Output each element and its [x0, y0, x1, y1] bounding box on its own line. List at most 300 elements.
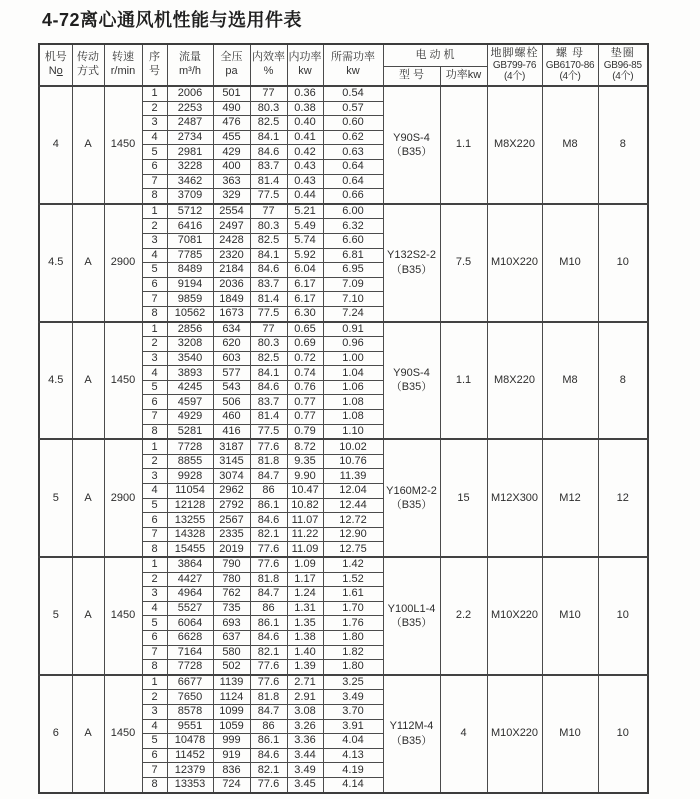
cell-motor-power: 1.1	[440, 322, 487, 440]
header-line: GB799-76	[492, 59, 537, 71]
cell-inner-power: 5.74	[287, 233, 323, 248]
cell-pressure: 724	[213, 777, 250, 792]
cell-pressure: 416	[213, 424, 250, 439]
cell-required-power: 0.64	[323, 159, 383, 174]
cell-nut: M10	[542, 675, 598, 793]
cell-nut: M10	[542, 557, 598, 675]
cell-pressure: 3145	[213, 454, 250, 469]
cell-efficiency: 86	[250, 601, 287, 616]
cell-speed: 2900	[104, 439, 142, 557]
cell-inner-power: 9.90	[287, 469, 323, 484]
cell-flow: 5527	[167, 601, 213, 616]
cell-inner-power: 0.38	[287, 101, 323, 116]
cell-seq: 5	[142, 498, 167, 513]
cell-seq: 8	[142, 660, 167, 675]
cell-pressure: 580	[213, 645, 250, 660]
cell-efficiency: 77.6	[250, 542, 287, 557]
motor-model-text: Y90S-4	[393, 131, 430, 144]
col-header-motor-model: 型 号	[383, 66, 440, 86]
motor-frame-text: （B35）	[390, 616, 433, 629]
motor-model-text: Y132S2-2	[387, 249, 436, 262]
cell-efficiency: 81.8	[250, 690, 287, 705]
cell-flow: 7728	[167, 660, 213, 675]
cell-inner-power: 0.74	[287, 366, 323, 381]
cell-efficiency: 84.6	[250, 263, 287, 278]
cell-flow: 13255	[167, 513, 213, 528]
cell-flow: 6628	[167, 630, 213, 645]
cell-flow: 3540	[167, 351, 213, 366]
cell-seq: 8	[142, 777, 167, 792]
table-row	[39, 557, 648, 572]
cell-washer: 12	[598, 439, 648, 557]
cell-motor-model	[383, 557, 440, 675]
cell-required-power: 3.91	[323, 719, 383, 734]
cell-flow: 3709	[167, 189, 213, 204]
header-line: (4个)	[559, 71, 581, 83]
col-header-drive-mode	[72, 44, 104, 86]
cell-seq: 7	[142, 292, 167, 307]
cell-seq: 4	[142, 366, 167, 381]
cell-seq: 6	[142, 277, 167, 292]
col-header-pressure	[213, 44, 250, 86]
cell-inner-power: 5.92	[287, 248, 323, 263]
cell-inner-power: 3.08	[287, 704, 323, 719]
cell-flow: 8855	[167, 454, 213, 469]
cell-efficiency: 84.7	[250, 587, 287, 602]
cell-efficiency: 84.6	[250, 748, 287, 763]
cell-pressure: 429	[213, 145, 250, 160]
fan-group	[39, 439, 648, 557]
header-line: 全压	[220, 51, 243, 64]
header-line	[40, 65, 72, 79]
cell-nut: M8	[542, 322, 598, 440]
cell-pressure: 1099	[213, 704, 250, 719]
cell-inner-power: 1.17	[287, 572, 323, 587]
cell-efficiency: 84.1	[250, 366, 287, 381]
cell-flow: 5712	[167, 204, 213, 219]
cell-required-power: 1.04	[323, 366, 383, 381]
cell-pressure: 3187	[213, 439, 250, 454]
cell-seq: 8	[142, 306, 167, 321]
cell-flow: 14328	[167, 527, 213, 542]
cell-efficiency: 86.1	[250, 498, 287, 513]
cell-flow: 2734	[167, 130, 213, 145]
cell-motor-power: 4	[440, 675, 487, 793]
col-header-flow	[167, 44, 213, 86]
cell-required-power: 12.04	[323, 484, 383, 499]
cell-inner-power: 11.07	[287, 513, 323, 528]
cell-inner-power: 1.31	[287, 601, 323, 616]
cell-seq: 2	[142, 101, 167, 116]
table-row	[39, 675, 648, 690]
cell-seq: 7	[142, 410, 167, 425]
col-header-nut	[542, 44, 598, 86]
cell-seq: 4	[142, 130, 167, 145]
cell-required-power: 0.54	[323, 86, 383, 101]
cell-flow: 9194	[167, 277, 213, 292]
cell-efficiency: 83.7	[250, 395, 287, 410]
cell-required-power: 3.70	[323, 704, 383, 719]
cell-seq: 7	[142, 174, 167, 189]
cell-pressure: 460	[213, 410, 250, 425]
cell-inner-power: 0.42	[287, 145, 323, 160]
cell-required-power: 6.00	[323, 204, 383, 219]
motor-model-text: Y112M-4	[389, 720, 434, 733]
cell-required-power: 0.62	[323, 130, 383, 145]
cell-anchor-bolt: M10X220	[487, 557, 542, 675]
cell-anchor-bolt: M10X220	[487, 675, 542, 793]
cell-anchor-bolt: M8X220	[487, 86, 542, 204]
cell-seq: 1	[142, 675, 167, 690]
header-line: 所需功率	[331, 51, 375, 64]
cell-anchor-bolt: M10X220	[487, 204, 542, 322]
cell-fan-no: 4	[39, 86, 72, 204]
cell-flow: 4964	[167, 587, 213, 602]
cell-efficiency: 77.6	[250, 439, 287, 454]
cell-fan-no: 5	[39, 557, 72, 675]
cell-efficiency: 80.3	[250, 337, 287, 352]
header-line: (4个)	[612, 71, 634, 83]
col-header-seq	[142, 44, 167, 86]
table-row	[39, 86, 648, 101]
cell-pressure: 577	[213, 366, 250, 381]
cell-pressure: 1673	[213, 306, 250, 321]
cell-flow: 6677	[167, 675, 213, 690]
cell-required-power: 4.13	[323, 748, 383, 763]
cell-pressure: 637	[213, 630, 250, 645]
cell-efficiency: 77.6	[250, 675, 287, 690]
cell-efficiency: 84.6	[250, 380, 287, 395]
cell-seq: 8	[142, 424, 167, 439]
cell-seq: 6	[142, 159, 167, 174]
cell-efficiency: 81.8	[250, 454, 287, 469]
cell-seq: 1	[142, 322, 167, 337]
cell-efficiency: 77.5	[250, 189, 287, 204]
motor-frame-text: （B35）	[390, 381, 433, 394]
cell-nut: M8	[542, 86, 598, 204]
cell-pressure: 2184	[213, 263, 250, 278]
cell-pressure: 780	[213, 572, 250, 587]
cell-motor-model	[383, 439, 440, 557]
cell-required-power: 0.60	[323, 116, 383, 131]
cell-efficiency: 86	[250, 484, 287, 499]
cell-seq: 5	[142, 734, 167, 749]
col-header-anchor-bolt	[487, 44, 542, 86]
header-line: 号	[149, 65, 160, 77]
cell-seq: 7	[142, 763, 167, 778]
cell-required-power: 12.72	[323, 513, 383, 528]
cell-seq: 1	[142, 86, 167, 101]
header-line: GB96-85	[603, 59, 642, 71]
cell-required-power: 7.09	[323, 277, 383, 292]
cell-seq: 4	[142, 719, 167, 734]
cell-inner-power: 3.44	[287, 748, 323, 763]
col-header-washer	[598, 44, 648, 86]
cell-required-power: 0.91	[323, 322, 383, 337]
fan-group	[39, 322, 648, 440]
cell-efficiency: 77	[250, 204, 287, 219]
cell-efficiency: 84.1	[250, 130, 287, 145]
cell-efficiency: 82.5	[250, 116, 287, 131]
cell-flow: 12128	[167, 498, 213, 513]
cell-drive-mode: A	[72, 557, 104, 675]
cell-flow: 4929	[167, 410, 213, 425]
cell-flow: 3864	[167, 557, 213, 572]
header-line: 序	[149, 51, 160, 64]
cell-pressure: 2428	[213, 233, 250, 248]
cell-pressure: 2019	[213, 542, 250, 557]
cell-pressure: 455	[213, 130, 250, 145]
cell-flow: 8489	[167, 263, 213, 278]
col-header-motor: 电 动 机	[383, 44, 487, 66]
cell-inner-power: 1.40	[287, 645, 323, 660]
cell-seq: 3	[142, 351, 167, 366]
cell-washer: 10	[598, 675, 648, 793]
cell-inner-power: 5.49	[287, 219, 323, 234]
cell-required-power: 1.76	[323, 616, 383, 631]
cell-required-power: 6.81	[323, 248, 383, 263]
cell-flow: 6416	[167, 219, 213, 234]
cell-seq: 3	[142, 116, 167, 131]
cell-required-power: 1.10	[323, 424, 383, 439]
cell-required-power: 1.00	[323, 351, 383, 366]
cell-required-power: 0.96	[323, 337, 383, 352]
cell-seq: 2	[142, 572, 167, 587]
cell-speed: 1450	[104, 322, 142, 440]
cell-pressure: 693	[213, 616, 250, 631]
cell-pressure: 2554	[213, 204, 250, 219]
header-line: kw	[298, 65, 312, 77]
cell-pressure: 490	[213, 101, 250, 116]
header-text: N	[48, 65, 57, 77]
cell-required-power: 4.14	[323, 777, 383, 792]
motor-frame-text: （B35）	[390, 499, 433, 512]
cell-seq: 4	[142, 248, 167, 263]
table-row	[39, 322, 648, 337]
col-header-fan-no	[39, 44, 72, 86]
cell-efficiency: 84.6	[250, 630, 287, 645]
fan-group	[39, 86, 648, 204]
cell-flow: 2487	[167, 116, 213, 131]
cell-seq: 1	[142, 557, 167, 572]
cell-seq: 7	[142, 645, 167, 660]
cell-anchor-bolt: M12X300	[487, 439, 542, 557]
cell-flow: 6064	[167, 616, 213, 631]
cell-drive-mode: A	[72, 86, 104, 204]
cell-seq: 3	[142, 704, 167, 719]
cell-seq: 8	[142, 542, 167, 557]
cell-motor-model	[383, 204, 440, 322]
cell-inner-power: 0.44	[287, 189, 323, 204]
cell-required-power: 1.52	[323, 572, 383, 587]
cell-flow: 3462	[167, 174, 213, 189]
cell-required-power: 1.70	[323, 601, 383, 616]
cell-fan-no: 6	[39, 675, 72, 793]
col-header-efficiency	[250, 44, 287, 86]
table-row	[39, 439, 648, 454]
cell-drive-mode: A	[72, 675, 104, 793]
cell-inner-power: 2.71	[287, 675, 323, 690]
cell-anchor-bolt: M8X220	[487, 322, 542, 440]
cell-pressure: 735	[213, 601, 250, 616]
cell-motor-power: 15	[440, 439, 487, 557]
cell-seq: 5	[142, 380, 167, 395]
cell-flow: 15455	[167, 542, 213, 557]
cell-inner-power: 3.49	[287, 763, 323, 778]
table-header	[39, 44, 648, 86]
header-line: 传动	[77, 51, 99, 64]
cell-required-power: 4.04	[323, 734, 383, 749]
cell-required-power: 12.44	[323, 498, 383, 513]
col-header-required-power	[323, 44, 383, 86]
cell-seq: 6	[142, 513, 167, 528]
cell-flow: 3228	[167, 159, 213, 174]
cell-seq: 2	[142, 219, 167, 234]
cell-efficiency: 80.3	[250, 101, 287, 116]
cell-seq: 1	[142, 439, 167, 454]
cell-inner-power: 1.35	[287, 616, 323, 631]
cell-pressure: 1059	[213, 719, 250, 734]
cell-efficiency: 82.1	[250, 527, 287, 542]
cell-pressure: 999	[213, 734, 250, 749]
cell-flow: 2981	[167, 145, 213, 160]
cell-inner-power: 0.41	[287, 130, 323, 145]
cell-speed: 1450	[104, 557, 142, 675]
cell-required-power: 7.24	[323, 306, 383, 321]
cell-seq: 5	[142, 145, 167, 160]
motor-frame-text: （B35）	[390, 145, 433, 158]
cell-inner-power: 0.72	[287, 351, 323, 366]
cell-pressure: 2962	[213, 484, 250, 499]
motor-frame-text: （B35）	[390, 263, 433, 276]
cell-washer: 10	[598, 557, 648, 675]
col-header-speed	[104, 44, 142, 86]
cell-pressure: 329	[213, 189, 250, 204]
cell-inner-power: 1.39	[287, 660, 323, 675]
cell-efficiency: 84.6	[250, 513, 287, 528]
cell-efficiency: 84.7	[250, 704, 287, 719]
cell-inner-power: 0.43	[287, 174, 323, 189]
cell-inner-power: 10.82	[287, 498, 323, 513]
cell-flow: 11054	[167, 484, 213, 499]
cell-speed: 1450	[104, 675, 142, 793]
cell-seq: 6	[142, 748, 167, 763]
header-line: 流量	[179, 51, 201, 64]
cell-efficiency: 82.1	[250, 763, 287, 778]
cell-flow: 10478	[167, 734, 213, 749]
fan-performance-table	[38, 43, 649, 794]
cell-flow: 4245	[167, 380, 213, 395]
cell-seq: 6	[142, 395, 167, 410]
cell-required-power: 10.02	[323, 439, 383, 454]
cell-pressure: 1124	[213, 690, 250, 705]
cell-fan-no: 5	[39, 439, 72, 557]
header-line: 转速	[112, 51, 134, 64]
cell-drive-mode: A	[72, 204, 104, 322]
cell-motor-model	[383, 86, 440, 204]
cell-inner-power: 5.21	[287, 204, 323, 219]
cell-pressure: 1849	[213, 292, 250, 307]
cell-inner-power: 1.24	[287, 587, 323, 602]
cell-pressure: 543	[213, 380, 250, 395]
cell-inner-power: 1.38	[287, 630, 323, 645]
cell-efficiency: 84.6	[250, 145, 287, 160]
cell-inner-power: 11.09	[287, 542, 323, 557]
cell-efficiency: 77	[250, 86, 287, 101]
cell-required-power: 10.76	[323, 454, 383, 469]
header-line: 地脚螺栓	[490, 47, 539, 60]
cell-seq: 7	[142, 527, 167, 542]
header-line: 机号	[44, 51, 67, 64]
cell-efficiency: 83.7	[250, 277, 287, 292]
header-line: m³/h	[179, 65, 201, 77]
cell-washer: 10	[598, 204, 648, 322]
cell-pressure: 2036	[213, 277, 250, 292]
cell-motor-power: 2.2	[440, 557, 487, 675]
cell-inner-power: 3.36	[287, 734, 323, 749]
fan-group	[39, 675, 648, 793]
cell-required-power: 6.32	[323, 219, 383, 234]
cell-required-power: 0.64	[323, 174, 383, 189]
cell-efficiency: 81.4	[250, 174, 287, 189]
cell-flow: 3893	[167, 366, 213, 381]
cell-required-power: 12.90	[323, 527, 383, 542]
cell-fan-no: 4.5	[39, 322, 72, 440]
header-line: pa	[225, 65, 238, 77]
cell-inner-power: 2.91	[287, 690, 323, 705]
cell-required-power: 1.08	[323, 395, 383, 410]
cell-efficiency: 77.5	[250, 424, 287, 439]
cell-required-power: 0.66	[323, 189, 383, 204]
cell-pressure: 2335	[213, 527, 250, 542]
cell-efficiency: 77.5	[250, 306, 287, 321]
cell-efficiency: 82.1	[250, 645, 287, 660]
cell-required-power: 6.95	[323, 263, 383, 278]
cell-required-power: 1.82	[323, 645, 383, 660]
header-line: r/min	[110, 65, 136, 77]
cell-efficiency: 84.7	[250, 469, 287, 484]
fan-group	[39, 557, 648, 675]
cell-pressure: 363	[213, 174, 250, 189]
cell-seq: 2	[142, 690, 167, 705]
cell-fan-no: 4.5	[39, 204, 72, 322]
cell-efficiency: 77	[250, 322, 287, 337]
cell-required-power: 4.19	[323, 763, 383, 778]
cell-flow: 2006	[167, 86, 213, 101]
cell-required-power: 1.61	[323, 587, 383, 602]
header-line: 垫圈	[610, 47, 635, 60]
page-title: 4-72离心通风机性能与选用件表	[42, 10, 303, 30]
cell-flow: 13353	[167, 777, 213, 792]
cell-pressure: 502	[213, 660, 250, 675]
cell-seq: 2	[142, 337, 167, 352]
cell-required-power: 1.80	[323, 660, 383, 675]
cell-efficiency: 80.3	[250, 219, 287, 234]
cell-required-power: 1.42	[323, 557, 383, 572]
cell-inner-power: 0.79	[287, 424, 323, 439]
cell-washer: 8	[598, 86, 648, 204]
motor-model-text: Y100L1-4	[387, 602, 436, 615]
cell-flow: 9859	[167, 292, 213, 307]
cell-seq: 1	[142, 204, 167, 219]
cell-motor-model	[383, 675, 440, 793]
cell-pressure: 634	[213, 322, 250, 337]
cell-inner-power: 0.43	[287, 159, 323, 174]
table-row	[39, 204, 648, 219]
cell-efficiency: 84.1	[250, 248, 287, 263]
cell-seq: 5	[142, 263, 167, 278]
cell-efficiency: 83.7	[250, 159, 287, 174]
